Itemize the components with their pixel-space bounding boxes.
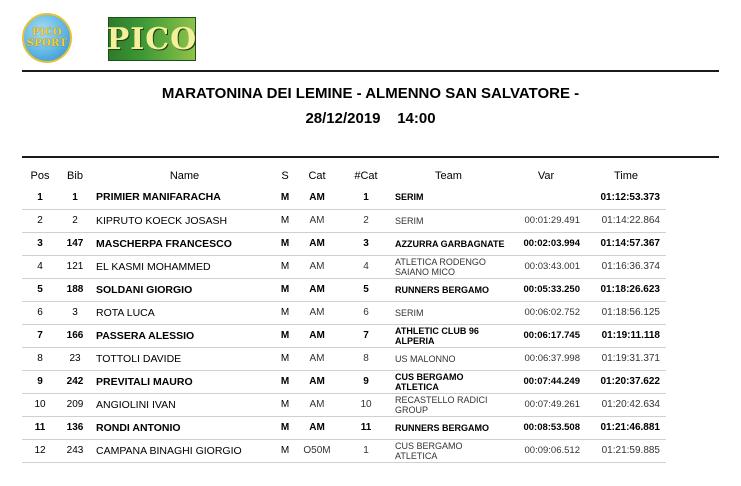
cell-s: M xyxy=(280,376,290,387)
cell-bib: 1 xyxy=(72,191,78,203)
cell-cat: AM xyxy=(309,215,325,226)
cell-cat: AM xyxy=(309,353,325,364)
table-row xyxy=(22,209,666,232)
col-header-cat: Cat xyxy=(308,170,326,182)
cell-pos: 12 xyxy=(34,445,46,456)
cell-bib: 23 xyxy=(69,353,81,364)
cell-team: ATLETICA RODENGO SAIANO MICO xyxy=(395,256,486,277)
cell-bib: 166 xyxy=(66,330,84,341)
cell-cat: AM xyxy=(309,422,325,433)
cell-cat: AM xyxy=(309,191,325,203)
page-title: MARATONINA DEI LEMINE - ALMENNO SAN SALVATORE - xyxy=(161,85,580,102)
cell-s: M xyxy=(280,353,290,364)
cell-pos: 2 xyxy=(37,215,43,226)
cell-team: SERIM xyxy=(395,192,424,203)
table-row xyxy=(22,416,666,439)
cell-name: SOLDANI GIORGIO xyxy=(96,283,193,296)
table-row xyxy=(22,232,666,255)
cell-time: 01:16:36.374 xyxy=(601,261,660,272)
cell-cat: AM xyxy=(309,261,325,272)
cell-time: 01:14:22.864 xyxy=(601,215,660,226)
cell-pos: 11 xyxy=(34,422,46,433)
cell-bib: 147 xyxy=(66,238,84,249)
cell-pos: 3 xyxy=(37,238,43,249)
cell-var: 00:07:49.261 xyxy=(524,399,580,410)
cell-bib: 188 xyxy=(66,284,84,295)
col-header-time: Time xyxy=(613,170,639,182)
cell-ncat: 1 xyxy=(363,191,369,203)
cell-s: M xyxy=(280,261,290,272)
cell-name: TOTTOLI DAVIDE xyxy=(96,352,182,365)
cell-pos: 4 xyxy=(37,261,43,272)
cell-var: 00:08:53.508 xyxy=(523,422,580,433)
table-row xyxy=(22,347,666,370)
cell-ncat: 3 xyxy=(363,238,369,249)
logo-text-line1: PICO xyxy=(31,27,63,38)
cell-ncat: 5 xyxy=(363,284,369,295)
cell-ncat: 11 xyxy=(360,422,372,433)
cell-s: M xyxy=(280,238,290,249)
cell-pos: 5 xyxy=(37,284,43,295)
cell-s: M xyxy=(280,330,290,341)
cell-bib: 3 xyxy=(72,307,78,318)
cell-ncat: 9 xyxy=(363,376,369,387)
cell-time: 01:14:57.367 xyxy=(600,238,660,249)
cell-team: RECASTELLO RADICI GROUP xyxy=(395,394,488,415)
col-header-team: Team xyxy=(435,170,462,182)
cell-team: SERIM xyxy=(395,307,424,318)
table-row xyxy=(22,301,666,324)
cell-name: ANGIOLINI IVAN xyxy=(96,398,176,411)
table-header-row xyxy=(22,166,666,186)
cell-team: AZZURRA GARBAGNATE xyxy=(395,238,505,249)
cell-team: CUS BERGAMO ATLETICA xyxy=(395,440,463,461)
cell-pos: 10 xyxy=(34,399,46,410)
col-header-bib: Bib xyxy=(67,170,83,182)
cell-cat: AM xyxy=(309,376,325,387)
cell-var: 00:06:37.998 xyxy=(524,353,580,364)
cell-var xyxy=(506,186,586,209)
cell-name: MASCHERPA FRANCESCO xyxy=(96,237,232,250)
col-header-var: Var xyxy=(537,170,555,182)
cell-time: 01:19:11.118 xyxy=(601,330,660,341)
cell-s: M xyxy=(280,284,290,295)
cell-pos: 1 xyxy=(37,191,43,203)
cell-ncat: 1 xyxy=(363,445,369,456)
cell-time: 01:21:46.881 xyxy=(600,422,660,433)
cell-time: 01:19:31.371 xyxy=(601,353,660,364)
cell-team: RUNNERS BERGAMO xyxy=(395,422,490,433)
cell-bib: 121 xyxy=(66,261,84,272)
cell-time: 01:18:26.623 xyxy=(600,284,660,295)
cell-name: ROTA LUCA xyxy=(96,306,155,319)
cell-ncat: 6 xyxy=(363,307,369,318)
table-row xyxy=(22,370,666,393)
cell-pos: 7 xyxy=(37,330,43,341)
cell-name: KIPRUTO KOECK JOSASH xyxy=(96,214,228,227)
col-header-s: S xyxy=(281,170,289,182)
cell-ncat: 7 xyxy=(363,330,369,341)
logo-text-line2: SPORT xyxy=(26,38,68,49)
event-time: 14:00 xyxy=(397,110,436,127)
cell-bib: 209 xyxy=(66,399,84,410)
cell-var: 00:06:17.745 xyxy=(523,330,580,341)
col-header-pos: Pos xyxy=(30,170,50,182)
cell-ncat: 8 xyxy=(363,353,369,364)
cell-team: ATHLETIC CLUB 96 ALPERIA xyxy=(395,325,479,346)
table-row xyxy=(22,393,666,416)
cell-s: M xyxy=(280,422,290,433)
cell-cat: AM xyxy=(309,330,325,341)
cell-s: M xyxy=(280,307,290,318)
cell-var: 00:02:03.994 xyxy=(523,238,580,249)
cell-time: 01:12:53.373 xyxy=(600,191,660,203)
event-datetime xyxy=(0,110,741,127)
cell-s: M xyxy=(280,445,290,456)
cell-bib: 136 xyxy=(66,422,84,433)
cell-time: 01:18:56.125 xyxy=(601,307,660,318)
cell-var: 00:07:44.249 xyxy=(523,376,580,387)
cell-ncat: 10 xyxy=(360,399,372,410)
logo-big-text: PICO xyxy=(106,21,198,57)
cell-ncat: 2 xyxy=(363,215,369,226)
cell-cat: AM xyxy=(309,284,325,295)
results-table xyxy=(22,166,666,463)
cell-s: M xyxy=(280,399,290,410)
event-date: 28/12/2019 xyxy=(305,110,381,127)
col-header-name: Name xyxy=(169,170,200,182)
top-divider xyxy=(22,70,719,72)
cell-team: SERIM xyxy=(395,215,424,226)
pico-sport-logo xyxy=(22,13,72,63)
cell-var: 00:09:06.512 xyxy=(524,445,580,456)
cell-ncat: 4 xyxy=(363,261,369,272)
cell-name: PREVITALI MAURO xyxy=(96,375,193,388)
cell-cat: AM xyxy=(309,238,325,249)
cell-s: M xyxy=(280,215,290,226)
cell-cat: O50M xyxy=(303,445,331,456)
cell-bib: 243 xyxy=(66,445,84,456)
cell-var: 00:05:33.250 xyxy=(523,284,580,295)
cell-name: CAMPANA BINAGHI GIORGIO xyxy=(96,444,242,457)
results-body xyxy=(22,186,666,462)
cell-name: PRIMIER MANIFARACHA xyxy=(96,191,221,204)
cell-team: RUNNERS BERGAMO xyxy=(395,284,490,295)
pico-logo xyxy=(108,17,196,61)
cell-bib: 242 xyxy=(66,376,84,387)
header-divider xyxy=(22,156,719,158)
cell-pos: 6 xyxy=(37,307,43,318)
col-header-ncat: #Cat xyxy=(354,170,378,182)
table-row xyxy=(22,255,666,278)
table-row xyxy=(22,324,666,347)
table-row xyxy=(22,439,666,462)
cell-var: 00:03:43.001 xyxy=(524,261,580,272)
cell-name: RONDI ANTONIO xyxy=(96,421,181,434)
table-row xyxy=(22,186,666,209)
cell-time: 01:20:42.634 xyxy=(601,399,660,410)
cell-s: M xyxy=(280,191,290,203)
cell-team: CUS BERGAMO ATLETICA xyxy=(395,371,464,392)
cell-name: EL KASMI MOHAMMED xyxy=(96,260,211,273)
cell-cat: AM xyxy=(309,399,325,410)
cell-name: PASSERA ALESSIO xyxy=(96,329,195,342)
cell-time: 01:21:59.885 xyxy=(601,445,660,456)
cell-cat: AM xyxy=(309,307,325,318)
cell-var: 00:01:29.491 xyxy=(524,215,580,226)
table-row xyxy=(22,278,666,301)
cell-bib: 2 xyxy=(72,215,78,226)
cell-team: US MALONNO xyxy=(395,353,456,364)
cell-pos: 8 xyxy=(37,353,43,364)
cell-pos: 9 xyxy=(37,376,43,387)
cell-var: 00:06:02.752 xyxy=(524,307,580,318)
cell-time: 01:20:37.622 xyxy=(600,376,660,387)
